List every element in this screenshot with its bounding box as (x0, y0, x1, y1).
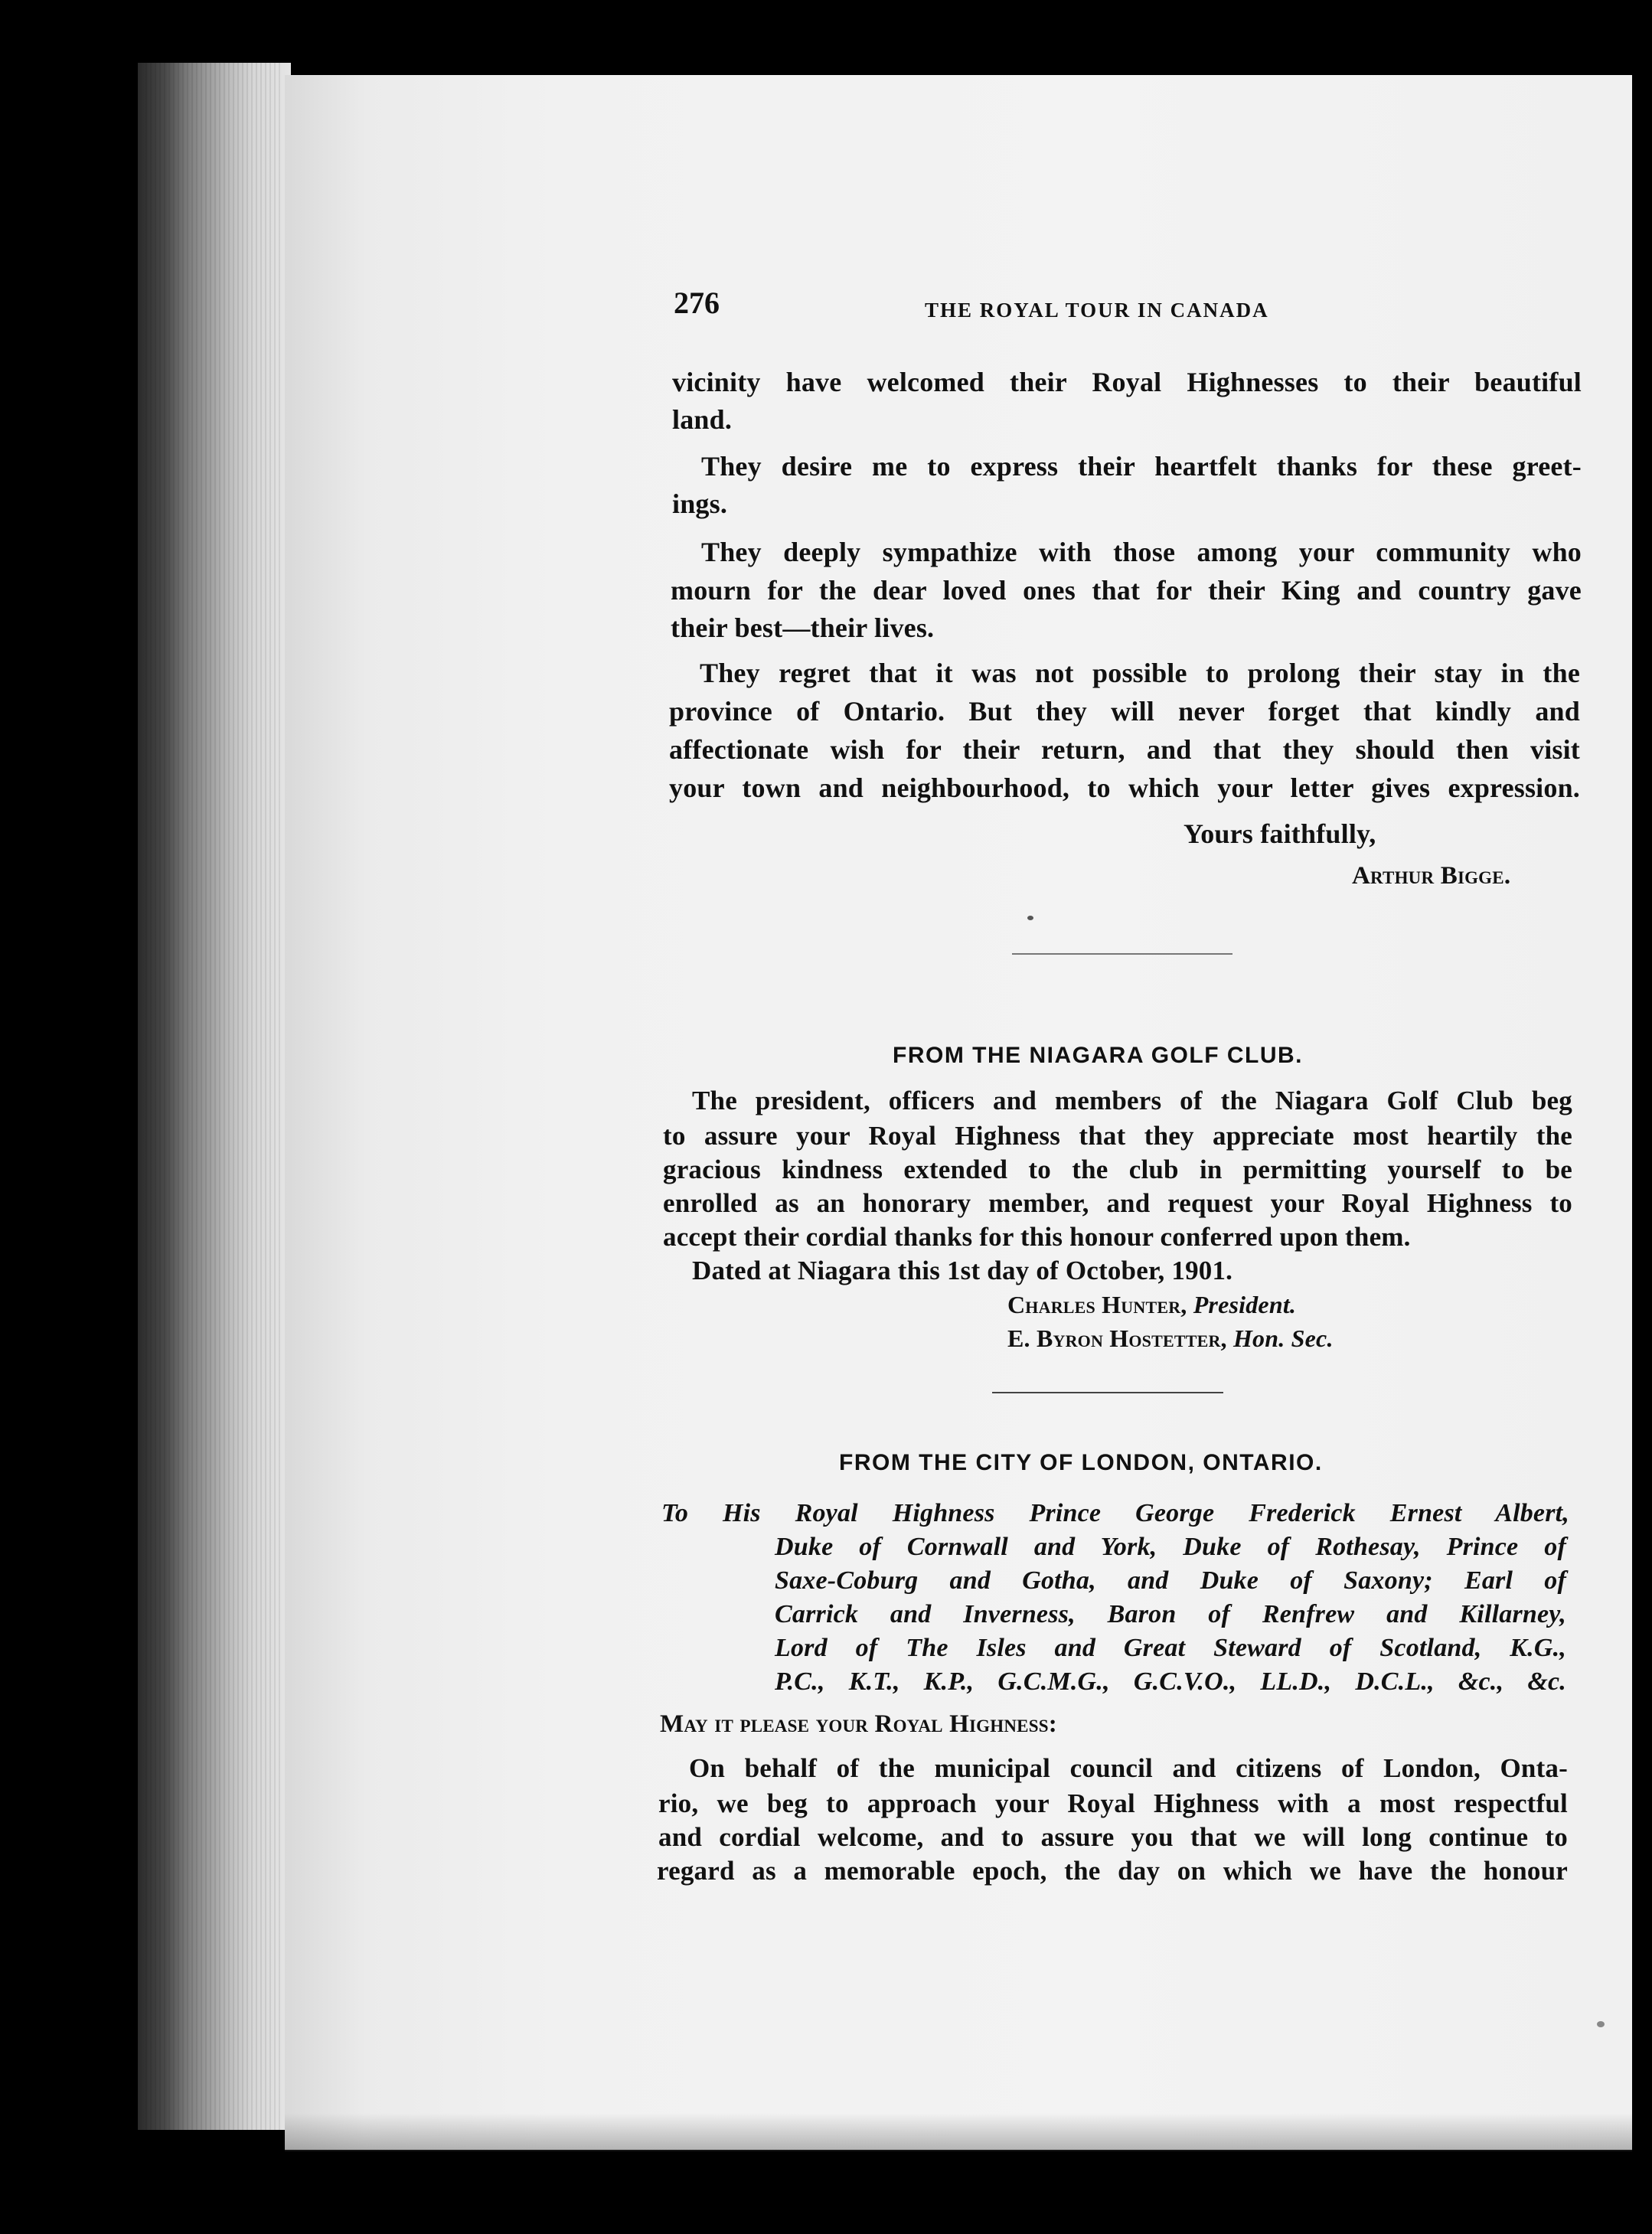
section-heading-golf-club: FROM THE NIAGARA GOLF CLUB. (893, 1043, 1304, 1068)
print-speck (1597, 2021, 1605, 2027)
signer-title: Hon. Sec. (1232, 1324, 1334, 1352)
golf-club-line: The president, officers and members of the Niagara Golf Club beg (692, 1086, 1572, 1115)
letter-line: They deeply sympathize with those among your community who (701, 537, 1582, 567)
signer-title: President. (1193, 1291, 1297, 1318)
letter-line: They regret that it was not possible to prolong their stay in the (700, 658, 1580, 688)
section-divider (992, 1392, 1223, 1393)
london-line: rio, we beg to approach your Royal Highness with a most respectful (658, 1788, 1568, 1818)
letter-line: affectionate wish for their return, and that they should then visit (669, 734, 1580, 765)
address-line: Duke of Cornwall and York, Duke of Rothesay, Prince of (775, 1533, 1566, 1561)
london-line: regard as a memorable epoch, the day on which we have the honour (657, 1856, 1568, 1886)
letter-line: province of Ontario. But they will never forget that kindly and (669, 696, 1580, 727)
letter-line: their best—their lives. (671, 612, 935, 643)
golf-club-line: enrolled as an honorary member, and request your Royal Highness to (663, 1188, 1572, 1218)
section-heading-london: FROM THE CITY OF LONDON, ONTARIO. (839, 1450, 1323, 1475)
address-line: Carrick and Inverness, Baron of Renfrew and Killarney, (775, 1600, 1566, 1628)
golf-club-line: to assure your Royal Highness that they appreciate most heartily the (663, 1121, 1572, 1151)
address-line: Lord of The Isles and Great Steward of Scotland, K.G., (775, 1634, 1566, 1662)
page-shadow (285, 2113, 1632, 2151)
signer-name: Charles Hunter, (1007, 1291, 1187, 1318)
golf-club-signer-1 (1007, 1291, 1296, 1319)
golf-club-line: gracious kindness extended to the club in permitting yourself to be (663, 1155, 1572, 1184)
letter-line: vicinity have welcomed their Royal Highnesses to their beautiful (672, 367, 1582, 397)
letter-closing: Yours faithfully, (1183, 818, 1376, 849)
letter-line: your town and neighbourhood, to which your letter gives expression. (669, 772, 1580, 803)
section-divider (1012, 953, 1232, 955)
running-head: THE ROYAL TOUR IN CANADA (925, 299, 1269, 322)
golf-club-signer-2 (1007, 1324, 1334, 1353)
address-line: P.C., K.T., K.P., G.C.M.G., G.C.V.O., LL.D., D.C.L., &c., &c. (775, 1667, 1566, 1696)
london-line: and cordial welcome, and to assure you that we will long continue to (658, 1822, 1568, 1852)
letter-line: mourn for the dear loved ones that for their King and country gave (671, 575, 1582, 606)
letter-signature: Arthur Bigge. (1352, 862, 1511, 890)
signer-name: E. Byron Hostetter, (1007, 1324, 1227, 1352)
address-line: Saxe-Coburg and Gotha, and Duke of Saxony; Earl of (775, 1566, 1566, 1595)
print-speck (1027, 916, 1033, 920)
page-number: 276 (674, 286, 720, 320)
salutation: May it please your Royal Highness: (660, 1710, 1057, 1738)
letter-line: ings. (672, 488, 728, 519)
golf-club-line: accept their cordial thanks for this honour conferred upon them. (663, 1222, 1411, 1252)
golf-club-dated: Dated at Niagara this 1st day of October, 1901. (692, 1256, 1233, 1285)
london-line: On behalf of the municipal council and citizens of London, Onta- (689, 1753, 1568, 1783)
address-line: To His Royal Highness Prince George Frederick Ernest Albert, (661, 1499, 1569, 1527)
letter-line: They desire me to express their heartfelt thanks for these greet- (701, 451, 1582, 482)
page-edges (145, 63, 283, 2130)
letter-line: land. (672, 404, 733, 435)
